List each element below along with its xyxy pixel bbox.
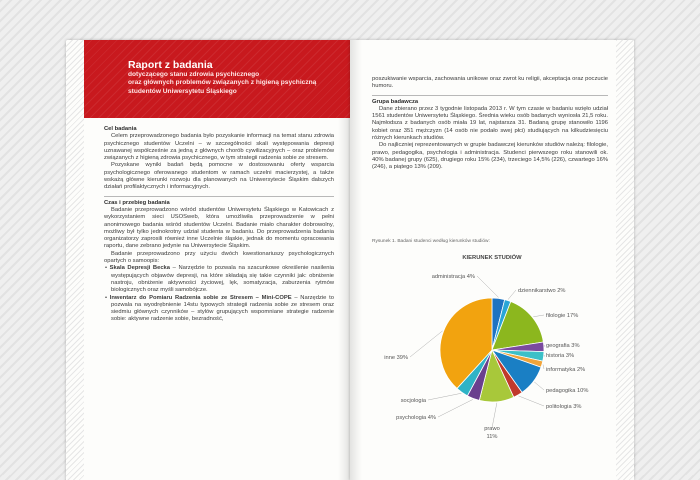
section-heading-group: Grupa badawcza [372, 98, 419, 105]
left-page [66, 40, 350, 480]
leader-line [544, 355, 545, 357]
report-title: Raport z badania [128, 59, 213, 71]
figure-caption: Rysunek 1. Badani studenci według kierunków studiów: [372, 239, 490, 244]
list-item-title: Skala Depresji Becka [109, 265, 170, 272]
right-text-column [372, 76, 608, 172]
report-subtitle-line: dotyczącego stanu zdrowia psychicznego [128, 71, 260, 78]
report-title-banner [84, 40, 350, 118]
chart-title: KIERUNEK STUDIÓW [462, 255, 522, 261]
left-text-column [104, 126, 334, 324]
paragraph: Do najliczniej reprezentowanych w grupie badawczej kierunków studiów należą: filologie, prawo, pedagogika, psychologia i administracja. Studenci pierwszego roku stanowili ok. 40% badanej grupy (625), drugiego roku 15% (234), trzeciego 14,5% (226), czwartego 16% (246), a piątego 13% (209). [372, 142, 608, 171]
leader-line [410, 331, 443, 357]
list-item-text: – Narzędzie to pozwala na wyodrębnienie 14stu typowych strategii radzenia sobie ze stresem oraz siedmiu głównych czynników – stylów grupujących wspomniane strategie radzenie sobie: aktywne radzenie sobie, bezradność, [111, 294, 334, 323]
leader-line [534, 382, 544, 390]
paragraph: Dane zbierano przez 3 tygodnie listopada 2013 r. W tym czasie w badaniu wzięło udział 1561 studentów Uniwersytetu Śląskiego. Średnia wieku osób badanych wyniosła 21,5 roku. Najmłodsza z badanych osób miała 19 lat, najstarsza 31. Badaną grupę stanowiło 1196 kobiet oraz 351 mężczyzn (14 osób nie podało swej płci) studiujących na kilkudziesięciu różnych kierunkach studiów. [372, 105, 608, 142]
paragraph: Celem przeprowadzonego badania było pozyskanie informacji na temat stanu zdrowia psychicznego studentów Uczelni – w szczególności skali występowania depresji uznawanej współcześnie za jedną z głównych chorób cywilizacyjnych – oraz problemów związanych z higieną zdrowia psychicznego, w tym strategii radzenia sobie ze stresem. [104, 133, 334, 162]
leader-line [533, 315, 544, 317]
pie-chart [350, 245, 634, 445]
pie-slices [440, 298, 544, 402]
leader-line [438, 399, 473, 417]
pie-label-politologia: politologia 3% [546, 404, 582, 410]
paragraph: Pozyskane wyniki badań będą pomocne w dostosowaniu oferty wsparcia psychologicznego oferowanego studentom w ramach uczelni macierzystej, a także wskażą główne kierunki rozwoju dla planowanych na Uniwersytecie Śląskim dalszych działań profilaktycznych i informacyjnych. [104, 162, 334, 191]
paragraph: Badanie przeprowadzono przy użyciu dwóch kwestionariuszy psychologicznych opartych o samoopis: [104, 250, 334, 265]
section-divider [104, 196, 334, 197]
section-divider [372, 95, 608, 96]
pie-label-filologie: filologie 17% [546, 313, 579, 319]
list-item: • Skala Depresji Becka – Narzędzie to pozwala na szacunkowe określenie nasilenia występujących objawów depresji, na które składają się takie czynniki jak: obniżenie nastroju, obniżenie aktywności życiowej, lęk, somatyzacja, zaburzenia rytmów biologicznych oraz myśli samobójcze. [105, 265, 334, 294]
pie-label-psychologia: psychologia 4% [396, 415, 436, 421]
pie-label-geografia: geografia 3% [546, 343, 580, 349]
leader-line [492, 403, 497, 428]
leader-line [519, 396, 545, 406]
pie-label-dziennikarstwo: dziennikarstwo 2% [518, 288, 566, 294]
pie-label-inne: inne 39% [384, 355, 408, 361]
report-subtitle-line: oraz głównych problemów związanych z higieną psychiczną [128, 79, 317, 87]
report-subtitle [128, 71, 348, 96]
leader-line [477, 276, 499, 297]
right-page [350, 40, 634, 480]
pie-label-historia: historia 3% [546, 353, 575, 359]
section-heading-goal: Cel badania [104, 126, 137, 132]
report-subtitle-line: studentów Uniwersytetu Śląskiego [128, 87, 237, 95]
section-heading-course: Czas i przebieg badania [104, 199, 170, 206]
paragraph-continuation: poszukiwanie wsparcia, zachowania unikowe oraz zwrot ku religii, akceptacja oraz poczucie humoru. [372, 76, 608, 90]
pie-label-pedagogika: pedagogika 10% [546, 388, 589, 394]
pie-label-socjologia: socjologia [400, 398, 426, 404]
pie-label-administracja: administracja 4% [431, 274, 475, 280]
page-edge-hatching [66, 40, 84, 480]
pie-label-informatyka: informatyka 2% [546, 367, 586, 373]
leader-line [428, 393, 461, 400]
pie-label-prawo: prawo 11% [484, 426, 500, 440]
leader-line [543, 365, 544, 370]
list-item: • Inwentarz do Pomiaru Radzenia sobie ze Stresem – Mini-COPE – Narzędzie to pozwala na wyodrębnienie 14stu typowych strategii radzenia sobie ze stresem oraz siedmiu głównych czynników – stylów grupujących wspomniane strategie radzenie sobie: aktywne radzenie sobie, bezradność, [105, 294, 334, 323]
list-item-text: – Narzędzie to pozwala na szacunkowe określenie nasilenia występujących objawów depresji, na które składają się takie czynniki jak: obniżenie nastroju, obniżenie aktywności życiowej, lęk, somatyzacja, zaburzenia rytmów biologicznych oraz myśli samobójcze. [111, 265, 334, 294]
leader-line [508, 290, 516, 299]
list-item-title: Inwentarz do Pomiaru Radzenia sobie ze Stresem – Mini-COPE [109, 294, 292, 301]
paragraph: Badanie przeprowadzono wśród studentów Uniwersytetu Śląskiego w Katowicach z wykorzystaniem sieci USOSweb, która umożliwiła przeprowadzenie w pełni anonimowego badania wśród studentów Uczelni. Badanie miało charakter dobrowolny, możliwy był tylko jednokrotny udział studenta w badaniu. Do przeprowadzenia badania organizatorzy zaprosili również inne Uczelnie śląskie, jednak do momentu opracowania raportu, dane zebrano jedynie na Uniwersytecie Śląskim. [104, 206, 334, 250]
